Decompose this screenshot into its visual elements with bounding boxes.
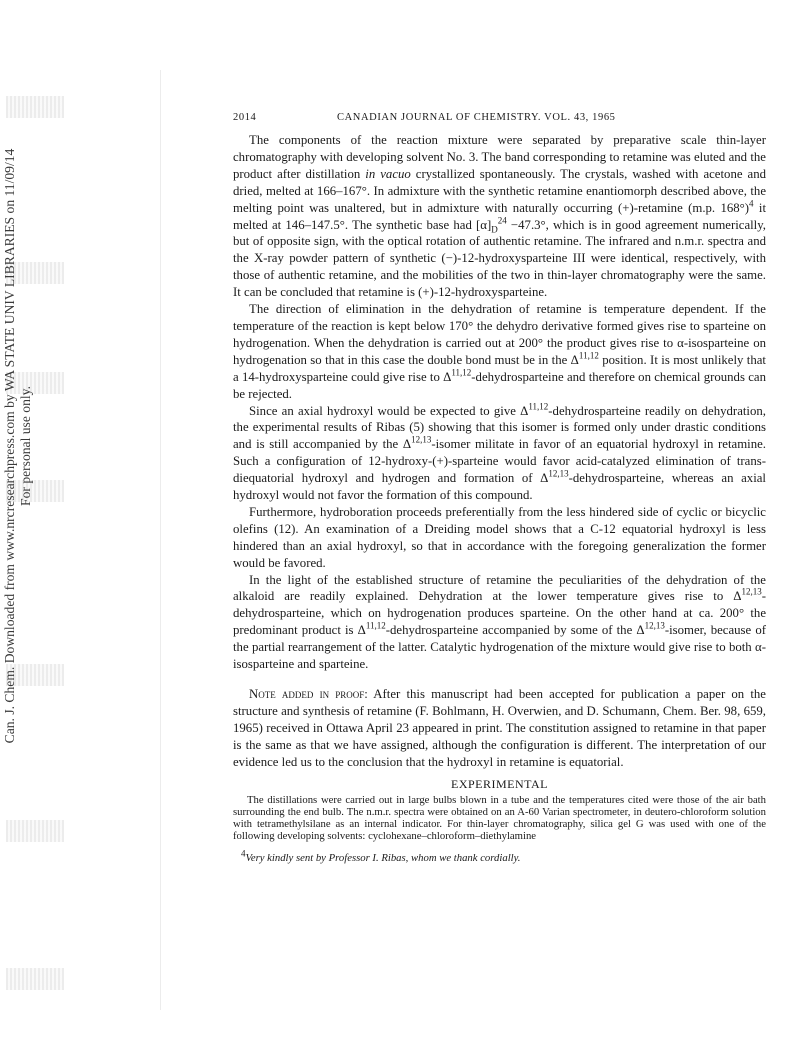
journal-page <box>233 110 766 865</box>
watermark-line-1: Can. J. Chem. Downloaded from www.nrcresearchpress.com by WA STATE UNIV LIBRARIES on 11/09/14 <box>2 148 17 744</box>
paragraph-1: The components of the reaction mixture were separated by preparative scale thin-layer chromatography with developing solvent No. 3. The band corresponding to retamine was eluted and the product after distillation in vacuo crystallized spontaneously. The crystals, washed with acetone and dried, melted at 166–167°. In admixture with the synthetic retamine enantiomorph described above, the melting point was unaltered, but in admixture with naturally occurring (+)-retamine (m.p. 168°)$^4$ it melted at 146–147.5°. The synthetic base had $[\alpha]_D^{24} -47.3^\circ$, which is in good agreement numerically, but of opposite sign, with the optical rotation of authentic retamine. The infrared and n.m.r. spectra and the X-ray powder pattern of synthetic (−)-12-hydroxysparteine III were identical, respectively, with those of authentic retamine, and the mobilities of the two in thin-layer chromatography were the same. It can be concluded that retamine is (+)-12-hydroxysparteine. <box>233 133 767 300</box>
footnote-text: Very kindly sent by Professor I. Ribas, whom we thank cordially. <box>245 852 521 865</box>
download-watermark <box>2 66 62 826</box>
paragraph-4: Furthermore, hydroboration proceeds preferentially from the less hindered side of cyclic or bicyclic olefins (12). An examination of a Dreiding model shows that a C-12 equatorial hydroxyl is less hindered than an axial hydroxyl, so that in accordance with the foregoing generalization the former would be favored. <box>233 504 766 570</box>
footnote <box>233 848 766 865</box>
experimental-text: The distillations were carried out in large bulbs blown in a tube and the temperatures cited were those of the air bath surrounding the end bulb. The n.m.r. spectra were obtained on an A-60 Varian spectrometer, in deutero-chloroform solution with tetramethylsilane as an internal indicator. For thin-layer chromatography, silica gel G was used with one of the following developing solvents: cyclohexane–chloroform–diethylamine <box>233 793 766 843</box>
footnote-mark: 4 <box>241 848 246 859</box>
paragraph-5: In the light of the established structure of retamine the peculiarities of the dehydration of the alkaloid are readily explained. Dehydration at the lower temperature gives rise to Δ$^{12,13}$-dehydrosparteine, which on hydrogenation produces sparteine. On the other hand at ca. 200° the predominant product is Δ$^{11,12}$-dehydrosparteine accompanied by some of the Δ$^{12,13}$-isomer, because of the partial rearrangement of the latter. Catalytic hydrogenation of the mixture would give rise to both α-isosparteine and sparteine. <box>233 572 766 672</box>
note-lead: Note added in proof: <box>249 687 368 701</box>
paragraph-2: The direction of elimination in the dehydration of retamine is temperature dependent. If the temperature of the reaction is kept below 170° the dehydro derivative formed gives rise to sparteine on hydrogenation. When the dehydration is carried out at 200° the product gives rise to α-isosparteine on hydrogenation so that in this case the double bond must be in the Δ$^{11,12}$ position. It is most unlikely that a 14-hydroxysparteine could give rise to Δ$^{11,12}$-dehydrosparteine and therefore on chemical grounds can be rejected. <box>233 302 766 401</box>
article-body <box>233 132 766 771</box>
experimental-heading: EXPERIMENTAL <box>450 776 549 791</box>
watermark-line-2: For personal use only. <box>18 386 33 506</box>
page-number: 2014 <box>233 112 257 123</box>
journal-title: CANADIAN JOURNAL OF CHEMISTRY. VOL. 43, 1965 <box>337 112 616 123</box>
paragraph-3: Since an axial hydroxyl would be expected to give Δ$^{11,12}$-dehydrosparteine readily on dehydration, the experimental results of Ribas (5) showing that this isomer is formed only under drastic conditions and is still accompanied by the Δ$^{12,13}$-isomer militate in favor of an equatorial hydroxyl in retamine. Such a configuration of 12-hydroxy-(+)-sparteine would favor acid-catalyzed elimination of trans-diequatorial hydroxyl and hydrogen and formation of Δ$^{12,13}$-dehydrosparteine, whereas an axial hydroxyl would not favor the formation of this compound. <box>233 401 766 503</box>
running-header <box>233 110 766 126</box>
note-added-in-proof: Note added in proof: After this manuscript had been accepted for publication a paper on the structure and synthesis of retamine (F. Bohlmann, H. Overwien, and D. Schumann, Chem. Ber. 98, 659, 1965) received in Ottawa April 23 appeared in print. The constitution assigned to retamine in that paper is the same as that we have assigned, although the configuration is different. The interpretation of our evidence led us to the conclusion that the hydroxyl in retamine is equatorial. <box>233 687 766 769</box>
